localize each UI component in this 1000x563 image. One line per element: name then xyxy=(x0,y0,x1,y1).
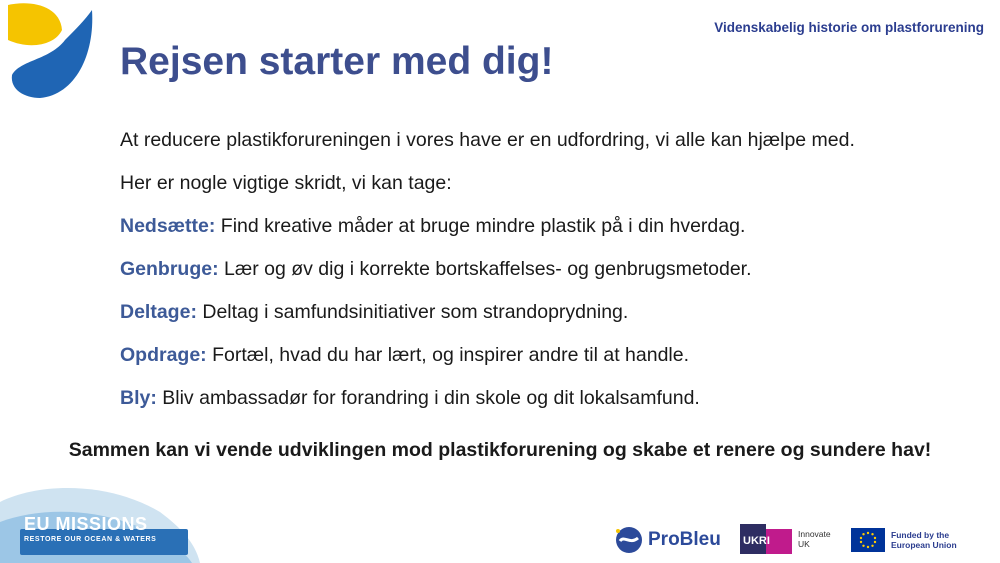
step-text: Lær og øv dig i korrekte bortskaffelses- og genbrugsmetoder. xyxy=(218,258,752,280)
eu-missions-subtitle: RESTORE OUR OCEAN & WATERS xyxy=(24,536,157,543)
step-item xyxy=(120,255,980,298)
page-title: Rejsen starter med dig! xyxy=(120,40,554,83)
ukri-mark: UKRI xyxy=(743,535,770,547)
ukri-logo xyxy=(740,524,842,554)
intro-line: Her er nogle vigtige skridt, vi kan tage: xyxy=(120,172,452,194)
eu-missions-title: EU MISSIONS xyxy=(24,514,148,534)
step-text: Find kreative måder at bruge mindre plastik på i din hverdag. xyxy=(215,215,746,237)
body-text xyxy=(120,126,980,427)
step-keyword: Genbruge: xyxy=(120,258,219,280)
eu-funded-label: Funded by the European Union xyxy=(891,530,957,550)
innovate-uk-label: Innovate UK xyxy=(798,529,831,549)
closing-statement: Sammen kan vi vende udviklingen mod plastikforurening og skabe et renere og sundere hav! xyxy=(68,439,932,461)
step-keyword: Deltage: xyxy=(120,301,197,323)
ukri-icon xyxy=(740,524,792,554)
step-item xyxy=(120,298,980,341)
intro-line: At reducere plastikforureningen i vores have er en udfordring, vi alle kan hjælpe med. xyxy=(120,129,855,151)
step-keyword: Nedsætte: xyxy=(120,215,216,237)
step-text: Deltag i samfundsinitiativer som strandoprydning. xyxy=(196,301,629,323)
step-keyword: Opdrage: xyxy=(120,344,207,366)
step-keyword: Bly: xyxy=(120,387,157,409)
step-item xyxy=(120,384,980,427)
probleu-icon xyxy=(614,525,644,555)
eu-missions-logo xyxy=(24,514,156,543)
probleu-logo xyxy=(614,525,721,555)
eu-flag-icon xyxy=(851,528,885,552)
step-item xyxy=(120,212,980,255)
top-left-logo-icon xyxy=(0,0,100,100)
header-tag: Videnskabelig historie om plastforurening xyxy=(714,20,984,35)
step-text: Bliv ambassadør for forandring i din skole og dit lokalsamfund. xyxy=(156,387,700,409)
probleu-label: ProBleu xyxy=(648,529,721,550)
step-item xyxy=(120,341,980,384)
step-text: Fortæl, hvad du har lært, og inspirer andre til at handle. xyxy=(206,344,690,366)
eu-funded-logo xyxy=(851,528,981,552)
